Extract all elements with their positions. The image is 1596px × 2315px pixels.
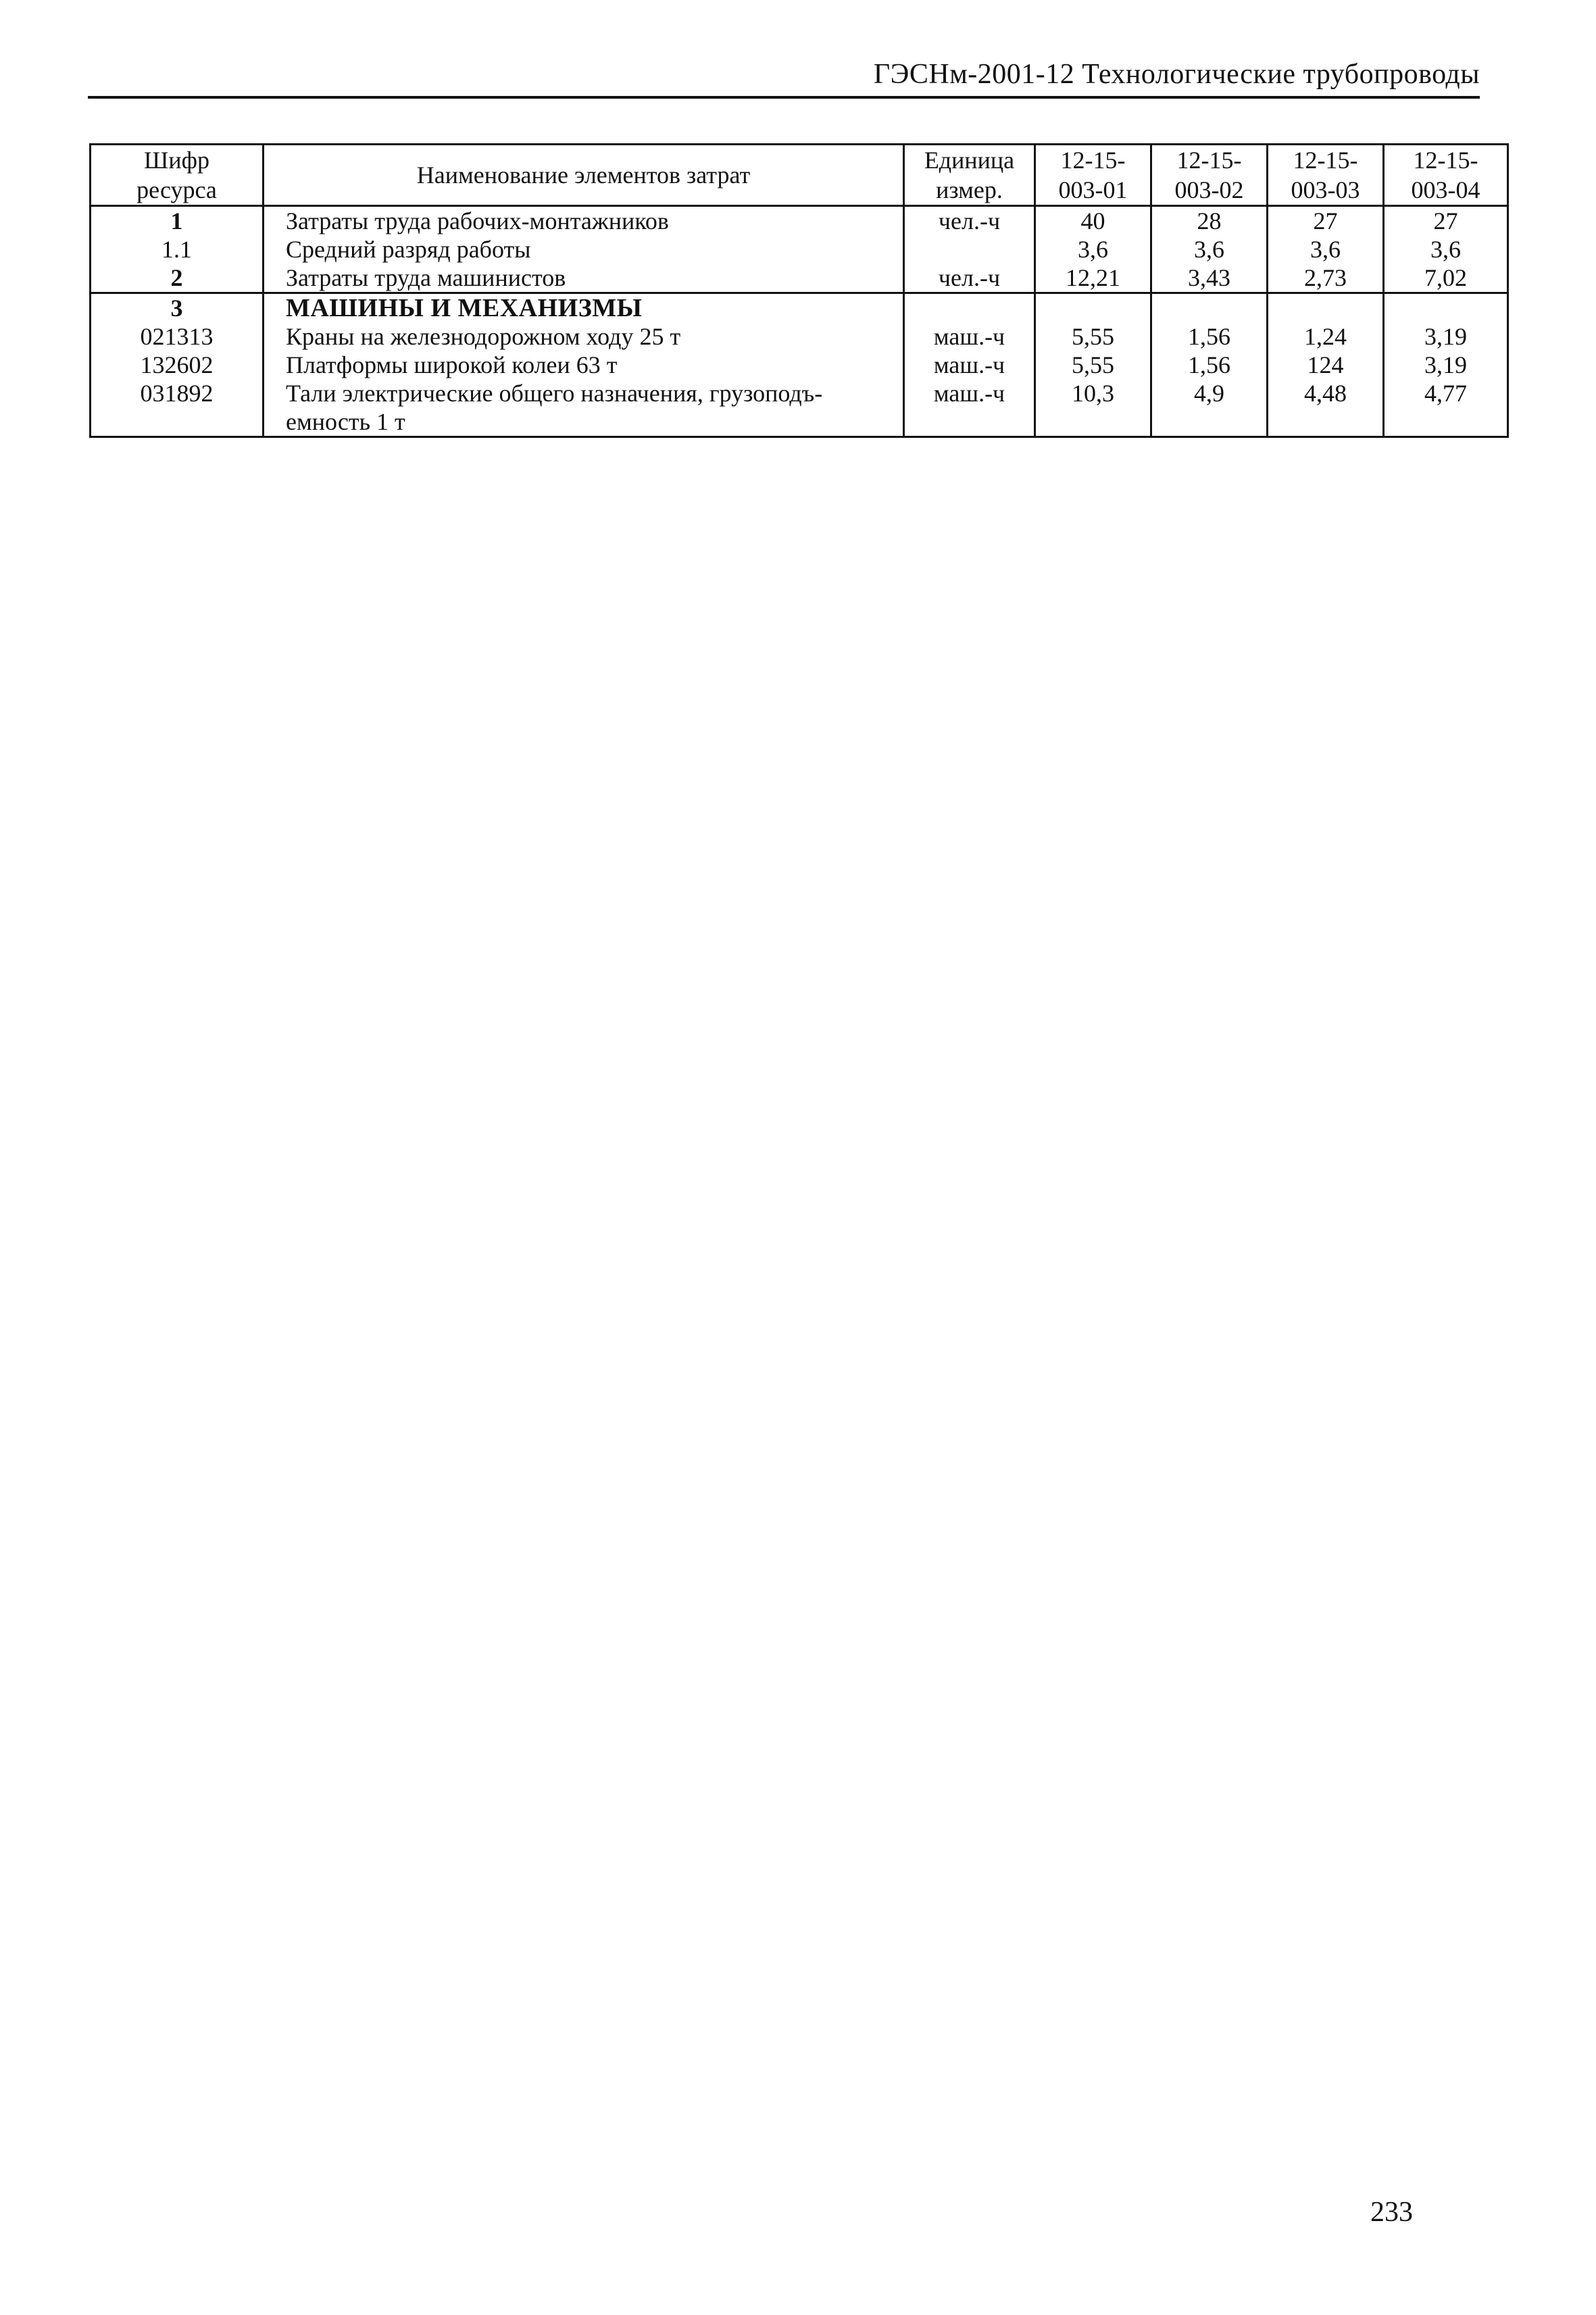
table-row [91,264,1508,293]
cell-value: 3,43 [1151,264,1268,293]
col-header-c4 [1384,145,1508,206]
cell-value [1384,293,1508,323]
cell-value: 4,77 [1384,379,1508,437]
cell-value: 10,3 [1035,379,1151,437]
table-row [91,322,1508,351]
cell-value: 28 [1151,206,1268,236]
col-header-unit-line1: Единица [924,147,1015,174]
cell-code: 2 [91,264,264,293]
col-header-unit-line2: измер. [936,176,1003,203]
col-header-code [91,145,264,206]
cell-unit [904,235,1035,264]
col-header-c3-line2: 003-03 [1291,176,1360,203]
cell-value: 5,55 [1035,351,1151,379]
col-header-c3 [1268,145,1384,206]
cell-value: 3,6 [1268,235,1384,264]
cell-value [1035,293,1151,323]
col-header-c1-line1: 12-15- [1060,147,1126,174]
cell-name: Платформы широкой колеи 63 т [264,351,904,379]
cell-unit [904,293,1035,323]
cell-value: 3,19 [1384,351,1508,379]
page-header [88,54,1480,99]
table-row [91,235,1508,264]
col-header-code-line2: ресурса [136,176,217,203]
cell-value: 4,9 [1151,379,1268,437]
col-header-c1 [1035,145,1151,206]
col-header-c4-line2: 003-04 [1411,176,1480,203]
cell-unit: маш.-ч [904,351,1035,379]
cell-unit: чел.-ч [904,206,1035,236]
col-header-c2-line2: 003-02 [1174,176,1244,203]
cell-value: 3,19 [1384,322,1508,351]
cell-value: 124 [1268,351,1384,379]
cell-unit: чел.-ч [904,264,1035,293]
cell-code: 021313 [91,322,264,351]
cell-name: Краны на железнодорожном ходу 25 т [264,322,904,351]
cell-value: 1,56 [1151,351,1268,379]
cell-name: Затраты труда рабочих-монтажников [264,206,904,236]
cell-value: 3,6 [1151,235,1268,264]
col-header-c1-line2: 003-01 [1058,176,1128,203]
resource-table-container [89,143,1507,438]
cell-name-line2: емность 1 т [286,408,405,435]
cell-code: 132602 [91,351,264,379]
cell-value: 3,6 [1035,235,1151,264]
resource-table [89,143,1509,438]
header-title: ГЭСНм-2001-12 Технологические трубопроводы [873,59,1480,90]
col-header-code-line1: Шифр [144,147,209,174]
cell-value: 3,6 [1384,235,1508,264]
cell-name: Средний разряд работы [264,235,904,264]
col-header-c2-line1: 12-15- [1176,147,1242,174]
cell-name-line1: Тали электрические общего назначения, грузоподъ- [286,380,823,407]
col-header-c3-line1: 12-15- [1293,147,1358,174]
cell-value: 2,73 [1268,264,1384,293]
table-row [91,293,1508,323]
cell-value: 12,21 [1035,264,1151,293]
page-number: 233 [1370,2197,1413,2228]
cell-value: 4,48 [1268,379,1384,437]
col-header-c4-line1: 12-15- [1413,147,1478,174]
table-row [91,379,1508,437]
col-header-name: Наименование элементов затрат [264,145,904,206]
cell-name: Затраты труда машинистов [264,264,904,293]
cell-value: 27 [1384,206,1508,236]
cell-code: 3 [91,293,264,323]
cell-code: 1 [91,206,264,236]
cell-value: 5,55 [1035,322,1151,351]
cell-name [264,379,904,437]
cell-value: 40 [1035,206,1151,236]
cell-code: 1.1 [91,235,264,264]
col-header-c2 [1151,145,1268,206]
cell-unit: маш.-ч [904,379,1035,437]
cell-value: 7,02 [1384,264,1508,293]
cell-value [1268,293,1384,323]
cell-code: 031892 [91,379,264,437]
cell-unit: маш.-ч [904,322,1035,351]
cell-value: 27 [1268,206,1384,236]
cell-value [1151,293,1268,323]
table-header-row [91,145,1508,206]
cell-value: 1,56 [1151,322,1268,351]
col-header-unit [904,145,1035,206]
table-row [91,351,1508,379]
table-row [91,206,1508,236]
cell-value: 1,24 [1268,322,1384,351]
cell-name: МАШИНЫ И МЕХАНИЗМЫ [264,293,904,323]
